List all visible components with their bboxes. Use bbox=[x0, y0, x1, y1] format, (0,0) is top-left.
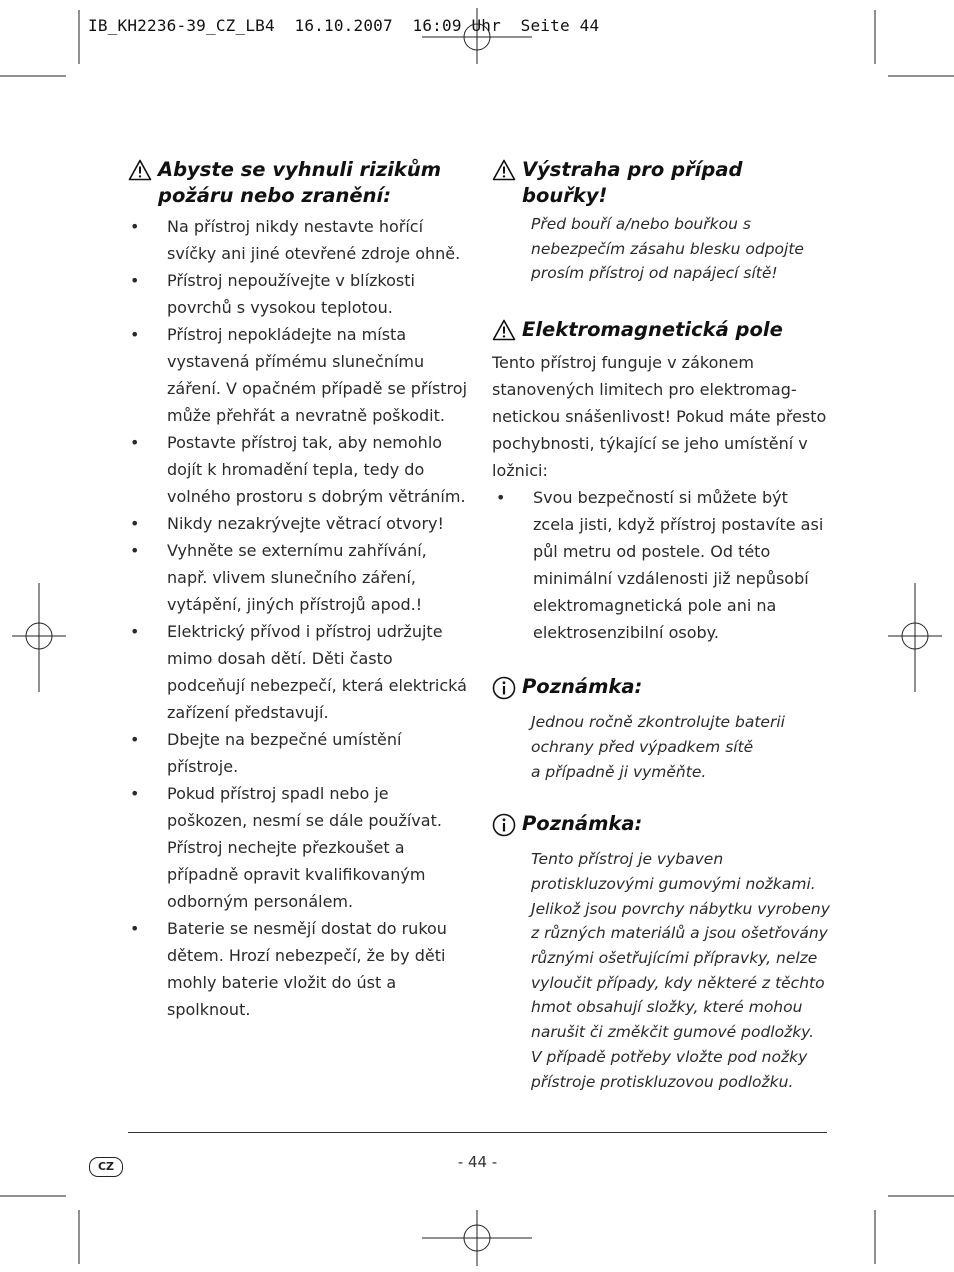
list-item: • Nikdy nezakrývejte větrací otvory! bbox=[130, 514, 444, 533]
info-circle-icon bbox=[492, 811, 522, 844]
note1-text: Jednou ročně zkontrolujte baterii ochrany před výpadkem sítě a případně ji vyměňte. bbox=[531, 713, 785, 781]
page-number: - 44 - bbox=[457, 1153, 498, 1171]
note1-heading bbox=[492, 674, 832, 707]
note-section-1 bbox=[492, 674, 832, 784]
list-item: • Vyhněte se externímu zahřívání, např. vlivem slunečního záření, vytápění, jiných přístrojů apod.! bbox=[130, 541, 427, 614]
warning-triangle-icon bbox=[128, 157, 158, 188]
note2-text: Tento přístroj je vybaven protiskluzovými gumovými nožkami. Jelikož jsou povrchy nábytku vyrobeny z různých materiálů a jsou ošetřovány různými ošetřujícími přípravky, nelze vyloučit případy, kdy některé z těchto hmot obsahují složky, které mohou narušit či změkčit gumové podložky. V případě potřeby vložte pod nožky přístroje protiskluzovou podložku. bbox=[531, 850, 830, 1091]
warning-triangle-icon bbox=[492, 317, 522, 348]
footer-rule bbox=[128, 1132, 827, 1133]
heading-text: Výstraha pro případ bouřky! bbox=[522, 158, 743, 207]
list-item: • Elektrický přívod i přístroj udržujte mimo dosah dětí. Děti často podceňují nebezpečí, která elektrická zařízení představují. bbox=[130, 622, 467, 722]
fire-injury-heading bbox=[128, 157, 468, 209]
heading-text: Elektromagnetická pole bbox=[522, 318, 783, 342]
safety-section bbox=[128, 157, 468, 1023]
list-item: • Svou bezpečností si můžete být zcela jisti, když přístroj postavíte asi půl metru od postele. Od této minimální vzdálenosti již nepůsobí elektromagnetická pole ani na elektrosenzibilní osoby. bbox=[496, 488, 824, 643]
safety-bullet-list bbox=[128, 213, 468, 1023]
note-section-2 bbox=[492, 811, 832, 1094]
list-item: • Pokud přístroj spadl nebo je poškozen, nesmí se dále používat. Přístroj nechejte přezkoušet a případně opravit kvalifikovaným odborným personálem. bbox=[130, 784, 442, 911]
heading-text: Poznámka: bbox=[522, 812, 643, 836]
storm-text: Před bouří a/nebo bouřkou s nebezpečím zásahu blesku odpojte prosím přístroj od napájecí sítě! bbox=[531, 215, 804, 283]
note2-heading bbox=[492, 811, 832, 844]
list-item: • Baterie se nesmějí dostat do rukou dětem. Hrozí nebezpečí, že by děti mohly baterie vložit do úst a spolknout. bbox=[130, 919, 447, 1019]
list-item: • Přístroj nepokládejte na místa vystavená přímému slunečnímu záření. V opačném případě se přístroj může přehřát a nevratně poškodit. bbox=[130, 325, 468, 425]
print-slug: IB_KH2236-39_CZ_LB4 16.10.2007 16:09 Uhr Seite 44 bbox=[88, 16, 600, 35]
warning-triangle-icon bbox=[492, 157, 522, 188]
info-circle-icon bbox=[492, 674, 522, 707]
emf-heading bbox=[492, 317, 832, 348]
emf-text: Tento přístroj funguje v zákonem stanovených limitech pro elektromag- netickou snášenlivost! Pokud máte přesto pochybnosti, týkající se jeho umístění v ložnici: bbox=[492, 353, 827, 481]
storm-heading bbox=[492, 157, 832, 209]
emf-bullet-list bbox=[492, 484, 832, 646]
heading-text: Poznámka: bbox=[522, 675, 643, 699]
list-item: • Dbejte na bezpečné umístění přístroje. bbox=[130, 730, 402, 776]
list-item: • Přístroj nepoužívejte v blízkosti povrchů s vysokou teplotou. bbox=[130, 271, 415, 317]
heading-text: Abyste se vyhnuli rizikům požáru nebo zranění: bbox=[158, 158, 442, 207]
right-column bbox=[492, 157, 832, 1094]
storm-warning-section bbox=[492, 157, 832, 286]
list-item: • Postavte přístroj tak, aby nemohlo dojít k hromadění tepla, tedy do volného prostoru s dobrým větráním. bbox=[130, 433, 466, 506]
emf-section bbox=[492, 317, 832, 646]
country-badge: CZ bbox=[89, 1157, 123, 1177]
list-item: • Na přístroj nikdy nestavte hořící svíčky ani jiné otevřené zdroje ohně. bbox=[130, 217, 461, 263]
